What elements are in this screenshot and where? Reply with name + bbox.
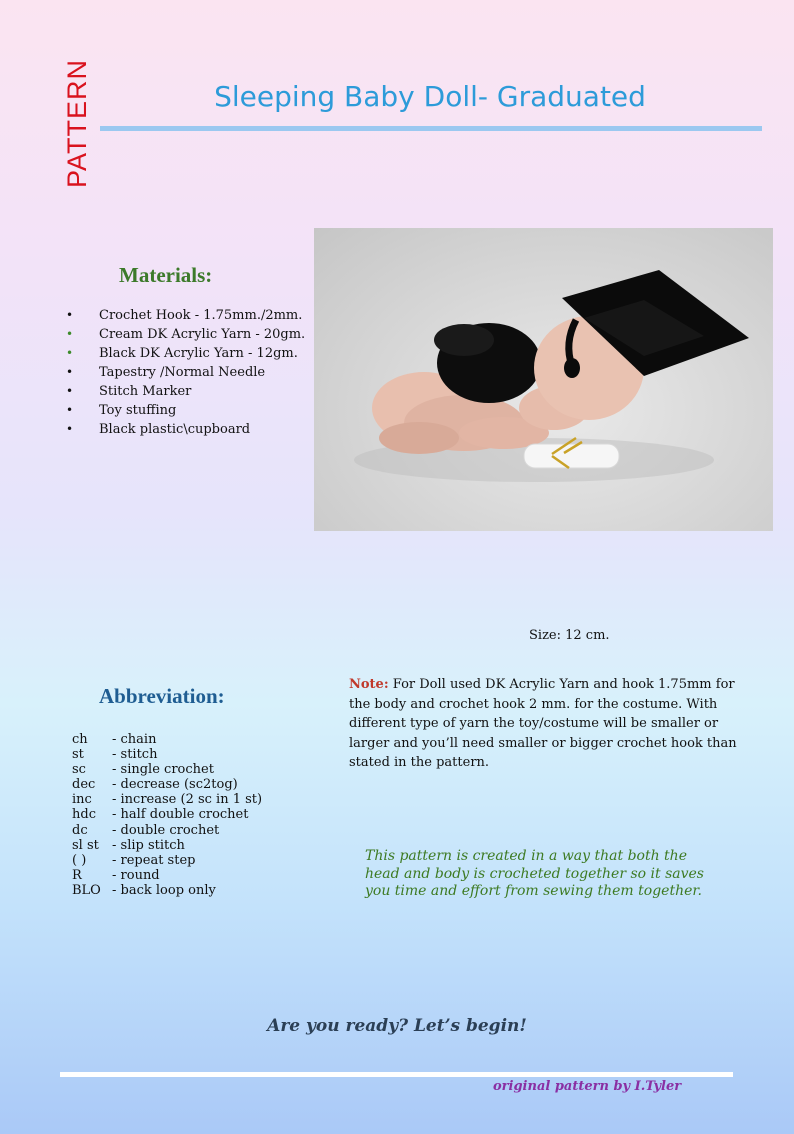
abbreviation-heading: Abbreviation: [99, 684, 225, 708]
abbr-value: - repeat step [112, 852, 196, 868]
abbr-value: - half double crochet [112, 807, 249, 823]
abbr-value: - decrease (sc2tog) [112, 777, 238, 793]
doll-photo-illustration [314, 228, 773, 531]
abbr-key: sl st [72, 837, 99, 853]
material-item: • Crochet Hook - 1.75mm./2mm. [66, 306, 316, 325]
abbr-value: - stitch [112, 747, 158, 763]
abbreviation-row [72, 807, 332, 822]
materials-heading: Materials: [119, 263, 213, 287]
abbr-key: dec [72, 777, 96, 793]
abbr-key: ch [72, 732, 88, 747]
abbr-key: sc [72, 762, 86, 778]
page-title: Sleeping Baby Doll- Graduated [214, 80, 646, 113]
side-label [40, 58, 100, 190]
abbreviation-row [72, 792, 332, 807]
abbr-value: - chain [112, 732, 157, 747]
abbr-key: ( ) [72, 852, 87, 868]
note-text: For Doll used DK Acrylic Yarn and hook 1.75mm for the body and crochet hook 2 mm. for the costume. With different type of yarn the toy/costume will be smaller or larger and you’ll need smaller or bigger crochet hook than stated in the pattern. [349, 677, 737, 770]
title-divider [100, 126, 762, 131]
materials-list [66, 306, 316, 439]
abbreviation-row [72, 762, 332, 777]
author-credit: original pattern by I.Tyler [493, 1079, 682, 1094]
abbr-value: - double crochet [112, 822, 220, 838]
abbreviation-row [72, 732, 332, 747]
note-label: Note: [349, 677, 389, 692]
footer-divider [60, 1072, 733, 1077]
doll-size: Size: 12 cm. [529, 628, 610, 643]
abbreviation-row [72, 883, 332, 898]
material-item: • Stitch Marker [66, 382, 316, 401]
abbreviation-row [72, 777, 332, 792]
abbr-value: - increase (2 sc in 1 st) [112, 792, 263, 808]
abbr-value: - round [112, 867, 160, 883]
abbr-value: - slip stitch [112, 837, 185, 853]
abbr-key: hdc [72, 807, 96, 823]
abbr-value: - back loop only [112, 882, 216, 898]
abbreviation-row [72, 853, 332, 868]
material-item: • Tapestry /Normal Needle [66, 363, 316, 382]
abbreviation-row [72, 823, 332, 838]
material-item: • Black plastic\cupboard [66, 420, 316, 439]
doll-photo [314, 228, 773, 531]
abbreviation-row [72, 747, 332, 762]
abbr-key: BLO [72, 882, 101, 898]
abbr-key: st [72, 747, 84, 763]
abbreviation-row [72, 838, 332, 853]
material-item: • Black DK Acrylic Yarn - 12gm. [66, 344, 316, 363]
abbreviation-list [72, 732, 332, 898]
note-paragraph [349, 675, 749, 773]
closing-line: Are you ready? Let’s begin! [267, 1016, 527, 1036]
abbr-key: dc [72, 822, 88, 838]
material-item: • Cream DK Acrylic Yarn - 20gm. [66, 325, 316, 344]
abbr-value: - single crochet [112, 762, 214, 778]
abbr-key: R [72, 867, 82, 883]
material-item: • Toy stuffing [66, 401, 316, 420]
side-label-text: PATTERN [62, 58, 92, 188]
abbr-key: inc [72, 792, 92, 808]
abbreviation-row [72, 868, 332, 883]
pattern-info-note: This pattern is created in a way that both the head and body is crocheted together so it saves you time and effort from sewing them together. [365, 848, 704, 899]
